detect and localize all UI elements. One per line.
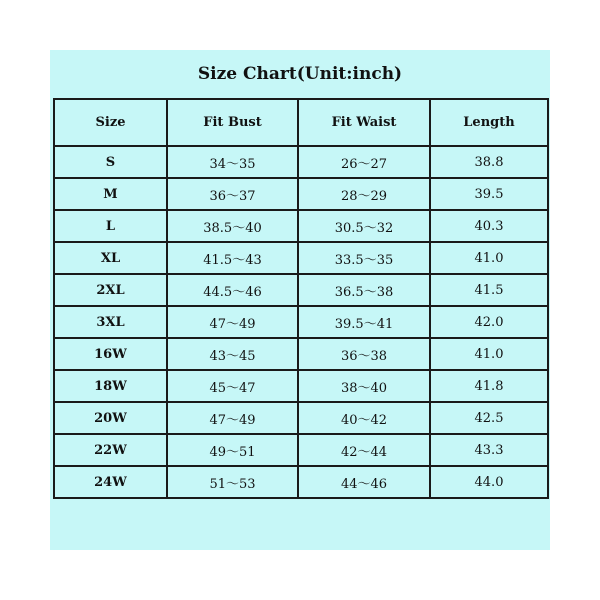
table-row (54, 242, 548, 274)
size-cell: 2XL (54, 274, 167, 306)
table-row (54, 306, 548, 338)
fit-bust-cell: 41.5～43 (167, 242, 298, 274)
table-header-row (54, 99, 548, 146)
size-chart-title: Size Chart(Unit:inch) (197, 64, 403, 84)
length-cell: 42.0 (430, 306, 548, 338)
length-cell: 40.3 (430, 210, 548, 242)
table-row (54, 146, 548, 178)
fit-bust-cell: 43～45 (167, 338, 298, 370)
fit-bust-cell: 44.5～46 (167, 274, 298, 306)
fit-waist-cell: 39.5～41 (298, 306, 430, 338)
size-cell: S (54, 146, 167, 178)
size-cell: XL (54, 242, 167, 274)
fit-waist-cell: 33.5～35 (298, 242, 430, 274)
table-row (54, 338, 548, 370)
fit-waist-cell: 42～44 (298, 434, 430, 466)
table-row (54, 434, 548, 466)
fit-bust-cell: 38.5～40 (167, 210, 298, 242)
fit-waist-cell: 44～46 (298, 466, 430, 498)
fit-waist-cell: 36.5～38 (298, 274, 430, 306)
fit-bust-cell: 51～53 (167, 466, 298, 498)
fit-waist-cell: 38～40 (298, 370, 430, 402)
fit-waist-cell: 40～42 (298, 402, 430, 434)
fit-waist-cell: 26～27 (298, 146, 430, 178)
fit-bust-cell: 45～47 (167, 370, 298, 402)
table-row (54, 178, 548, 210)
header-length: Length (430, 99, 548, 146)
table-row (54, 274, 548, 306)
size-cell: 20W (54, 402, 167, 434)
length-cell: 41.0 (430, 242, 548, 274)
size-cell: M (54, 178, 167, 210)
length-cell: 39.5 (430, 178, 548, 210)
header-size: Size (54, 99, 167, 146)
fit-bust-cell: 36～37 (167, 178, 298, 210)
fit-waist-cell: 30.5～32 (298, 210, 430, 242)
length-cell: 41.0 (430, 338, 548, 370)
size-cell: 22W (54, 434, 167, 466)
length-cell: 41.5 (430, 274, 548, 306)
size-cell: 3XL (54, 306, 167, 338)
length-cell: 42.5 (430, 402, 548, 434)
size-cell: L (54, 210, 167, 242)
fit-waist-cell: 36～38 (298, 338, 430, 370)
fit-bust-cell: 47～49 (167, 402, 298, 434)
length-cell: 41.8 (430, 370, 548, 402)
table-row (54, 402, 548, 434)
size-cell: 16W (54, 338, 167, 370)
table-row (54, 370, 548, 402)
length-cell: 43.3 (430, 434, 548, 466)
size-cell: 18W (54, 370, 167, 402)
table-body (54, 146, 548, 498)
size-chart-panel (50, 50, 550, 550)
header-fit-bust: Fit Bust (167, 99, 298, 146)
length-cell: 44.0 (430, 466, 548, 498)
header-fit-waist: Fit Waist (298, 99, 430, 146)
table-row (54, 466, 548, 498)
fit-bust-cell: 47～49 (167, 306, 298, 338)
size-cell: 24W (54, 466, 167, 498)
fit-bust-cell: 49～51 (167, 434, 298, 466)
size-chart-table (53, 98, 549, 499)
table-row (54, 210, 548, 242)
length-cell: 38.8 (430, 146, 548, 178)
fit-bust-cell: 34～35 (167, 146, 298, 178)
fit-waist-cell: 28～29 (298, 178, 430, 210)
